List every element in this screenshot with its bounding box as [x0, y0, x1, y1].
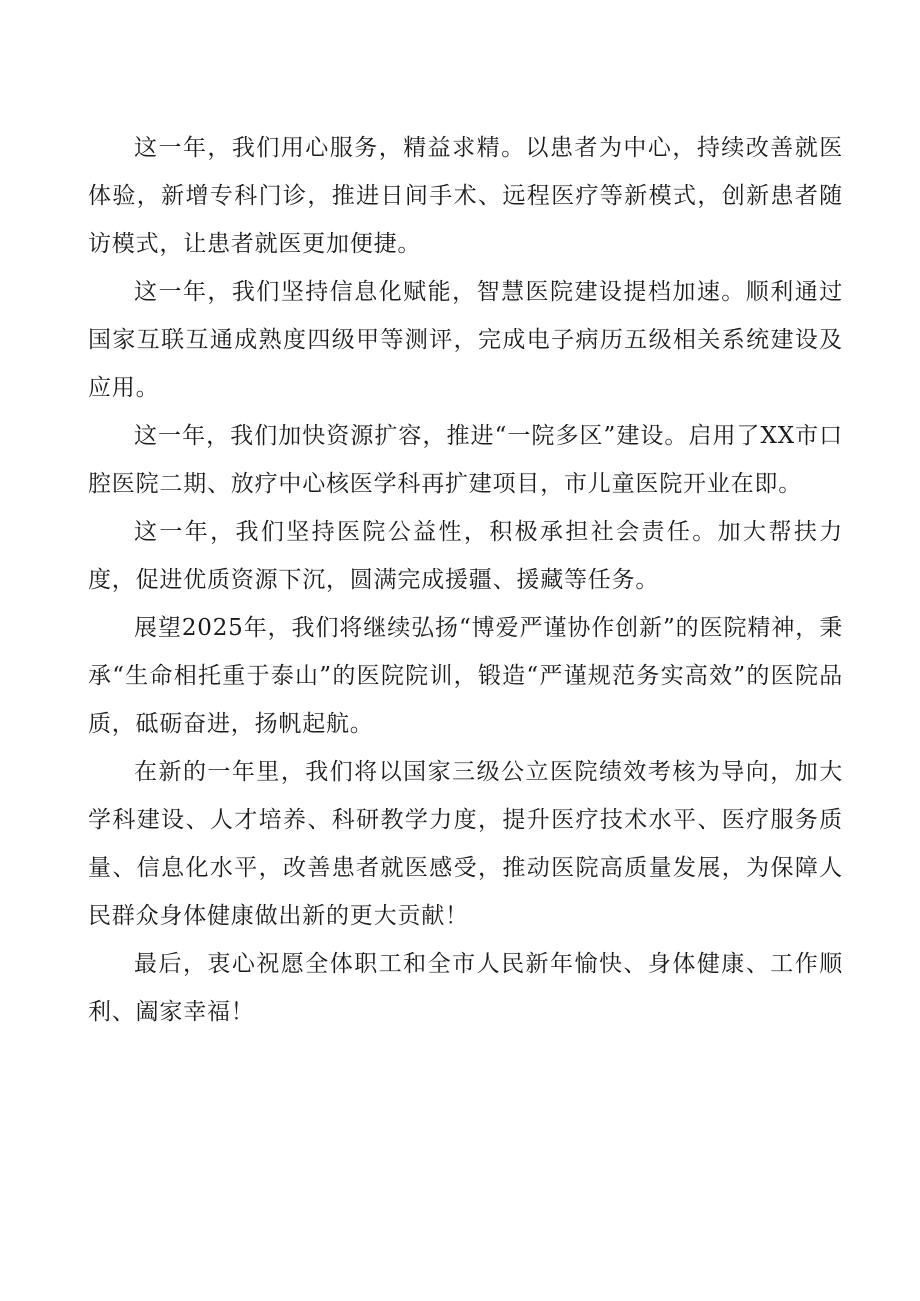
paragraph-closing-wishes: 最后，衷心祝愿全体职工和全市人民新年愉快、身体健康、工作顺利、阖家幸福！	[88, 951, 843, 1025]
document-body	[88, 124, 843, 1036]
paragraph-expansion: 这一年，我们加快资源扩容，推进“一院多区”建设。启用了XX市口腔医院二期、放疗中心核医学科再扩建项目，市儿童医院开业在即。	[88, 423, 843, 497]
paragraph-outlook-2025: 展望2025年，我们将继续弘扬“博爱严谨协作创新”的医院精神，秉承“生命相托重于泰山”的医院院训，锻造“严谨规范务实高效”的医院品质，砥砺奋进，扬帆起航。	[88, 615, 843, 737]
paragraph-informatization: 这一年，我们坚持信息化赋能，智慧医院建设提档加速。顺利通过国家互联互通成熟度四级甲等测评，完成电子病历五级相关系统建设及应用。	[88, 279, 843, 401]
paragraph-new-year-plan: 在新的一年里，我们将以国家三级公立医院绩效考核为导向，加大学科建设、人才培养、科研教学力度，提升医疗技术水平、医疗服务质量、信息化水平，改善患者就医感受，推动医院高质量发展，为保障人民群众身体健康做出新的更大贡献！	[88, 759, 843, 929]
paragraph-service: 这一年，我们用心服务，精益求精。以患者为中心，持续改善就医体验，新增专科门诊，推进日间手术、远程医疗等新模式，创新患者随访模式，让患者就医更加便捷。	[88, 135, 843, 257]
paragraph-public-welfare: 这一年，我们坚持医院公益性，积极承担社会责任。加大帮扶力度，促进优质资源下沉，圆满完成援疆、援藏等任务。	[88, 519, 843, 593]
